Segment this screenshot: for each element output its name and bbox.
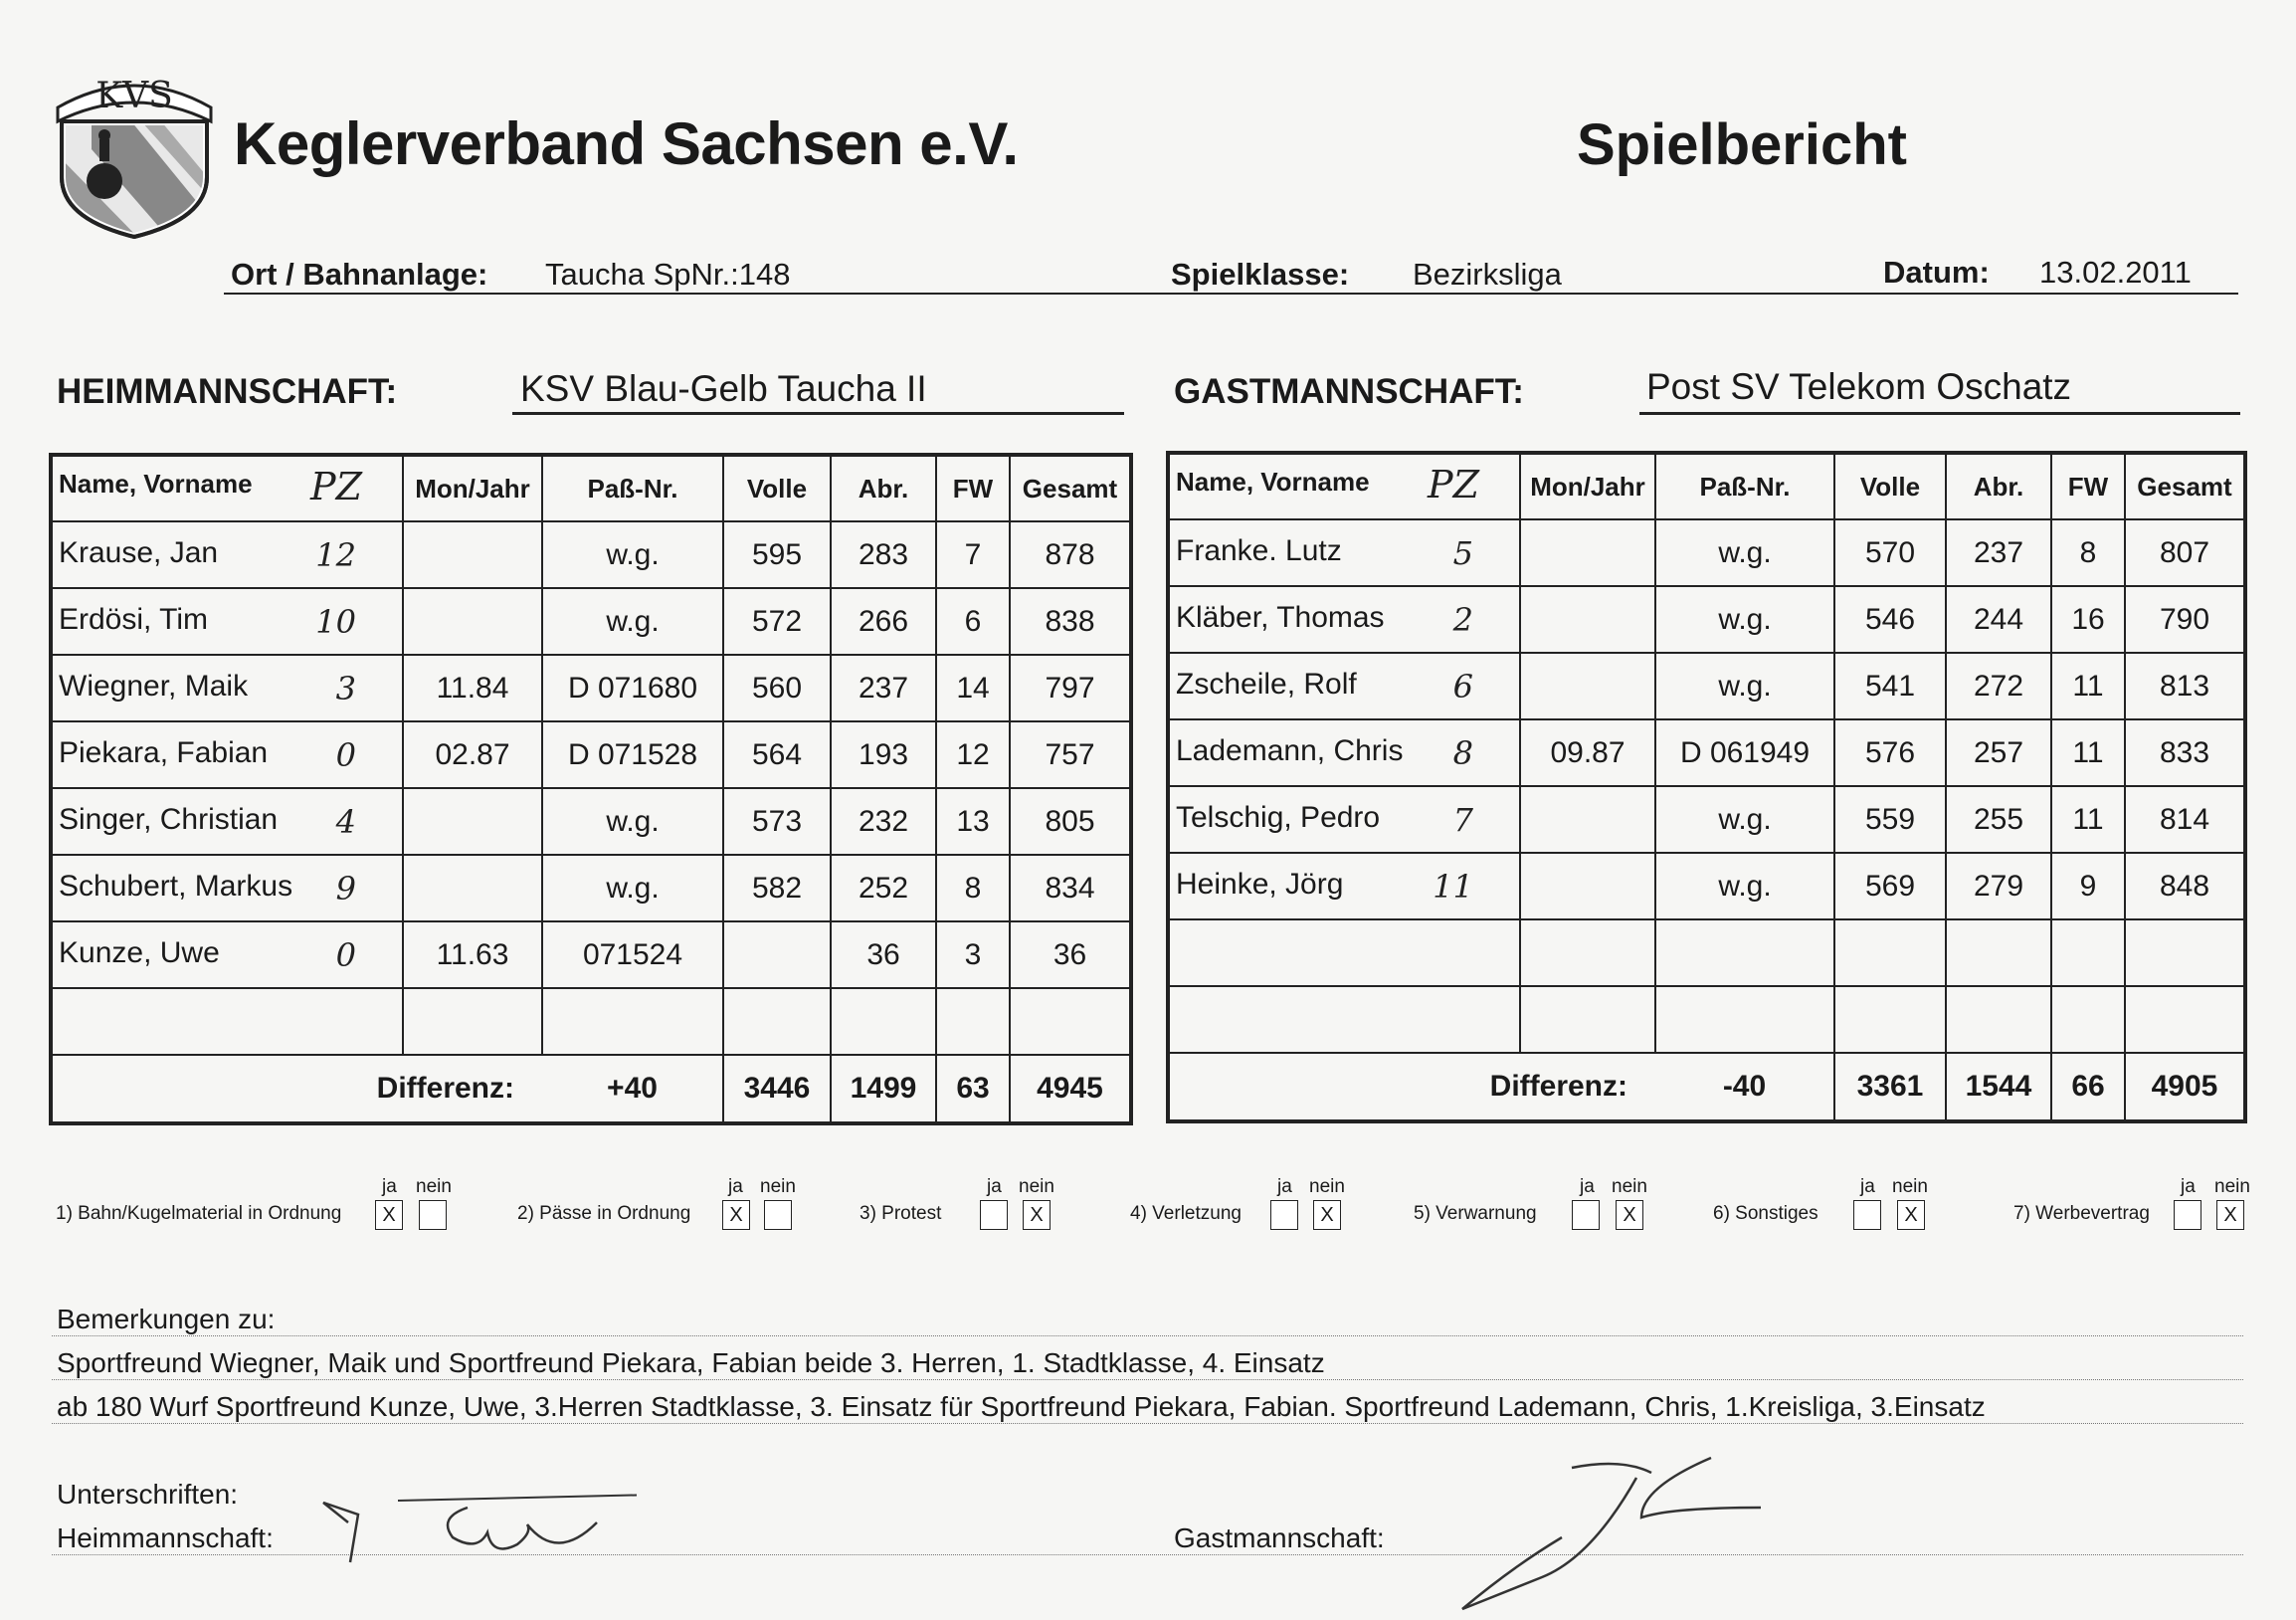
header-abr: Abr. [831,455,936,521]
guest-signature-label: Gastmannschaft: [1174,1522,1385,1553]
remarks-line-1: Sportfreund Wiegner, Maik und Sportfreund Piekara, Fabian beide 3. Herren, 1. Stadtklasse, 4. Einsatz [57,1347,1325,1378]
spielklasse-label: Spielklasse: [1171,257,1350,292]
player-monjahr: 11.63 [403,921,542,988]
differenz-label: Differenz: [1168,1053,1655,1121]
table-row [1168,853,2245,919]
player-pz: 9 [335,869,356,908]
player-passnr: w.g. [1655,519,1834,586]
total-fw: 66 [2051,1053,2125,1121]
table-row [1168,586,2245,653]
organization-name: Keglerverband Sachsen e.V. [234,110,1019,177]
table-header-row [1168,453,2245,519]
player-monjahr [403,855,542,921]
totals-row [51,1055,1131,1123]
nein-label: nein [1309,1176,1345,1197]
total-fw: 63 [936,1055,1010,1123]
table-row [51,655,1131,721]
player-passnr: w.g. [542,588,723,655]
player-fw: 8 [936,855,1010,921]
player-name: Franke. Lutz 5 [1168,519,1520,586]
remarks-rule [52,1423,2243,1424]
player-pz: 10 [315,602,356,641]
player-abr: 272 [1946,653,2051,719]
header-monjahr: Mon/Jahr [1520,453,1655,519]
checkbox-verwarnung-nein[interactable]: X [1616,1200,1643,1230]
player-pz: 0 [335,935,356,974]
total-volle: 3361 [1834,1053,1946,1121]
ja-label: ja [2181,1176,2196,1197]
player-name: Telschig, Pedro 7 [1168,786,1520,853]
player-fw: 11 [2051,719,2125,786]
remarks-line-2: ab 180 Wurf Sportfreund Kunze, Uwe, 3.Herren Stadtklasse, 3. Einsatz für Sportfreund Piekara, Fabian. Sportfreund Lademann, Chris, 1.Kreisliga, 3.Einsatz [57,1391,1986,1422]
player-pz: 11 [1433,867,1473,906]
total-abr: 1499 [831,1055,936,1123]
table-header-row [51,455,1131,521]
player-passnr: w.g. [542,521,723,588]
remarks-label: Bemerkungen zu: [57,1304,276,1334]
player-gesamt: 757 [1010,721,1131,788]
header-fw: FW [936,455,1010,521]
datum-value: 13.02.2011 [2039,255,2192,290]
player-volle: 595 [723,521,831,588]
guest-signature [1442,1448,1840,1617]
player-gesamt: 814 [2125,786,2245,853]
player-fw: 16 [2051,586,2125,653]
table-row-empty [51,988,1131,1055]
player-name: Piekara, Fabian 0 [51,721,403,788]
ja-label: ja [1277,1176,1292,1197]
player-gesamt: 833 [2125,719,2245,786]
player-abr: 237 [831,655,936,721]
signatures-label: Unterschriften: [57,1479,239,1510]
player-volle: 559 [1834,786,1946,853]
player-abr: 255 [1946,786,2051,853]
header-passnr: Paß-Nr. [542,455,723,521]
player-gesamt: 813 [2125,653,2245,719]
player-name: Kläber, Thomas 2 [1168,586,1520,653]
player-volle: 572 [723,588,831,655]
player-name: Wiegner, Maik 3 [51,655,403,721]
header-name: Name, Vorname PZ [51,455,403,521]
datum-label: Datum: [1883,255,1990,290]
player-volle: 569 [1834,853,1946,919]
ja-label: ja [1860,1176,1875,1197]
checkbox-verwarnung-ja[interactable] [1572,1200,1600,1230]
home-team-name: KSV Blau-Gelb Taucha II [520,368,927,409]
home-team-label: HEIMMANNSCHAFT: [57,372,398,411]
player-pz: 12 [315,535,356,574]
table-row [51,788,1131,855]
player-name: Heinke, Jörg 11 [1168,853,1520,919]
table-row [51,588,1131,655]
player-abr: 266 [831,588,936,655]
table-row [1168,786,2245,853]
home-player-table [49,453,1133,1125]
guest-team-underline [1639,412,2240,415]
total-gesamt: 4905 [2125,1053,2245,1121]
player-pz: 2 [1452,600,1473,639]
spielklasse-value: Bezirksliga [1413,257,1562,292]
player-name: Schubert, Markus 9 [51,855,403,921]
player-volle: 573 [723,788,831,855]
header-fw: FW [2051,453,2125,519]
ja-label: ja [1580,1176,1595,1197]
total-volle: 3446 [723,1055,831,1123]
nein-label: nein [1019,1176,1054,1197]
check-label-bahn: 1) Bahn/Kugelmaterial in Ordnung [56,1203,342,1224]
differenz-value: +40 [542,1055,723,1123]
player-gesamt: 834 [1010,855,1131,921]
header-passnr: Paß-Nr. [1655,453,1834,519]
check-label-protest: 3) Protest [860,1203,942,1224]
player-passnr: D 071528 [542,721,723,788]
player-volle: 541 [1834,653,1946,719]
player-name: Zscheile, Rolf 6 [1168,653,1520,719]
player-fw: 12 [936,721,1010,788]
player-monjahr [1520,586,1655,653]
header-pz: PZ [310,465,362,508]
player-abr: 237 [1946,519,2051,586]
nein-label: nein [416,1176,452,1197]
player-monjahr: 11.84 [403,655,542,721]
home-team-underline [512,412,1124,415]
player-passnr: D 061949 [1655,719,1834,786]
player-volle [723,921,831,988]
player-monjahr [1520,653,1655,719]
check-label-werbevertrag: 7) Werbevertrag [2013,1203,2150,1224]
header-monjahr: Mon/Jahr [403,455,542,521]
header-gesamt: Gesamt [2125,453,2245,519]
player-passnr: w.g. [1655,786,1834,853]
player-abr: 283 [831,521,936,588]
player-fw: 6 [936,588,1010,655]
player-pz: 4 [335,802,356,841]
table-row [1168,653,2245,719]
meta-underline [224,293,2238,295]
guest-team-name: Post SV Telekom Oschatz [1646,366,2072,407]
guest-player-table [1166,451,2247,1123]
player-pz: 0 [335,735,356,774]
home-signature [318,1463,637,1572]
ort-label: Ort / Bahnanlage: [231,257,488,292]
player-volle: 576 [1834,719,1946,786]
player-monjahr: 09.87 [1520,719,1655,786]
player-name: Krause, Jan 12 [51,521,403,588]
player-abr: 279 [1946,853,2051,919]
player-monjahr [1520,853,1655,919]
player-volle: 546 [1834,586,1946,653]
differenz-value: -40 [1655,1053,1834,1121]
checkbox-paesse-ja[interactable]: X [722,1200,750,1230]
player-monjahr [403,521,542,588]
checkbox-protest-ja[interactable] [980,1200,1008,1230]
player-fw: 8 [2051,519,2125,586]
guest-team-label: GASTMANNSCHAFT: [1174,372,1524,411]
checkbox-bahn-nein[interactable] [419,1200,447,1230]
player-gesamt: 805 [1010,788,1131,855]
player-passnr: w.g. [542,855,723,921]
kvs-logo [52,70,217,239]
total-gesamt: 4945 [1010,1055,1131,1123]
table-row-empty [1168,919,2245,986]
check-label-paesse: 2) Pässe in Ordnung [517,1203,691,1224]
player-volle: 560 [723,655,831,721]
checkbox-sonstiges-nein[interactable]: X [1897,1200,1925,1230]
player-abr: 232 [831,788,936,855]
table-row [1168,519,2245,586]
player-abr: 193 [831,721,936,788]
player-fw: 14 [936,655,1010,721]
checkbox-paesse-nein[interactable] [764,1200,792,1230]
header-gesamt: Gesamt [1010,455,1131,521]
player-abr: 36 [831,921,936,988]
player-pz: 6 [1452,667,1473,706]
player-monjahr [403,588,542,655]
player-gesamt: 848 [2125,853,2245,919]
player-passnr: w.g. [542,788,723,855]
check-label-verwarnung: 5) Verwarnung [1414,1203,1537,1224]
player-fw: 13 [936,788,1010,855]
table-row-empty [1168,986,2245,1053]
player-passnr: w.g. [1655,853,1834,919]
player-passnr: D 071680 [542,655,723,721]
player-pz: 8 [1452,733,1473,772]
table-row [51,855,1131,921]
player-abr: 257 [1946,719,2051,786]
totals-row [1168,1053,2245,1121]
player-volle: 564 [723,721,831,788]
player-monjahr: 02.87 [403,721,542,788]
checkbox-verletzung-ja[interactable] [1270,1200,1298,1230]
checkbox-protest-nein[interactable]: X [1023,1200,1051,1230]
header-name: Name, Vorname PZ [1168,453,1520,519]
checkbox-werbevertrag-nein[interactable]: X [2216,1200,2244,1230]
ja-label: ja [728,1176,743,1197]
player-gesamt: 36 [1010,921,1131,988]
header-pz: PZ [1428,463,1479,506]
player-name: Kunze, Uwe 0 [51,921,403,988]
player-gesamt: 790 [2125,586,2245,653]
ja-label: ja [987,1176,1002,1197]
table-row [51,521,1131,588]
player-name: Erdösi, Tim 10 [51,588,403,655]
ja-label: ja [382,1176,397,1197]
remarks-rule [52,1335,2243,1336]
player-fw: 7 [936,521,1010,588]
checkbox-bahn-ja[interactable]: X [375,1200,403,1230]
player-fw: 11 [2051,653,2125,719]
player-pz: 7 [1452,800,1473,839]
player-monjahr [1520,519,1655,586]
player-volle: 582 [723,855,831,921]
logo-text: KVS [96,76,173,116]
nein-label: nein [760,1176,796,1197]
header-abr: Abr. [1946,453,2051,519]
header-volle: Volle [723,455,831,521]
nein-label: nein [2214,1176,2250,1197]
player-gesamt: 838 [1010,588,1131,655]
check-label-verletzung: 4) Verletzung [1130,1203,1242,1224]
check-label-sonstiges: 6) Sonstiges [1713,1203,1818,1224]
player-pz: 3 [335,669,356,708]
nein-label: nein [1892,1176,1928,1197]
player-gesamt: 807 [2125,519,2245,586]
table-row [51,721,1131,788]
ort-value: Taucha SpNr.:148 [545,257,791,292]
nein-label: nein [1612,1176,1647,1197]
player-passnr: 071524 [542,921,723,988]
player-name: Lademann, Chris 8 [1168,719,1520,786]
checkbox-sonstiges-ja[interactable] [1853,1200,1881,1230]
player-monjahr [403,788,542,855]
table-row [51,921,1131,988]
player-fw: 3 [936,921,1010,988]
player-passnr: w.g. [1655,586,1834,653]
total-abr: 1544 [1946,1053,2051,1121]
player-monjahr [1520,786,1655,853]
player-volle: 570 [1834,519,1946,586]
player-pz: 5 [1452,533,1473,572]
checkbox-verletzung-nein[interactable]: X [1313,1200,1341,1230]
player-abr: 252 [831,855,936,921]
player-fw: 9 [2051,853,2125,919]
remarks-rule [52,1379,2243,1380]
player-name: Singer, Christian 4 [51,788,403,855]
header-volle: Volle [1834,453,1946,519]
checkbox-werbevertrag-ja[interactable] [2174,1200,2201,1230]
differenz-label: Differenz: [51,1055,542,1123]
player-fw: 11 [2051,786,2125,853]
document-title: Spielbericht [1577,112,1907,177]
player-gesamt: 878 [1010,521,1131,588]
player-gesamt: 797 [1010,655,1131,721]
player-abr: 244 [1946,586,2051,653]
home-signature-label: Heimmannschaft: [57,1522,274,1553]
table-row [1168,719,2245,786]
player-passnr: w.g. [1655,653,1834,719]
